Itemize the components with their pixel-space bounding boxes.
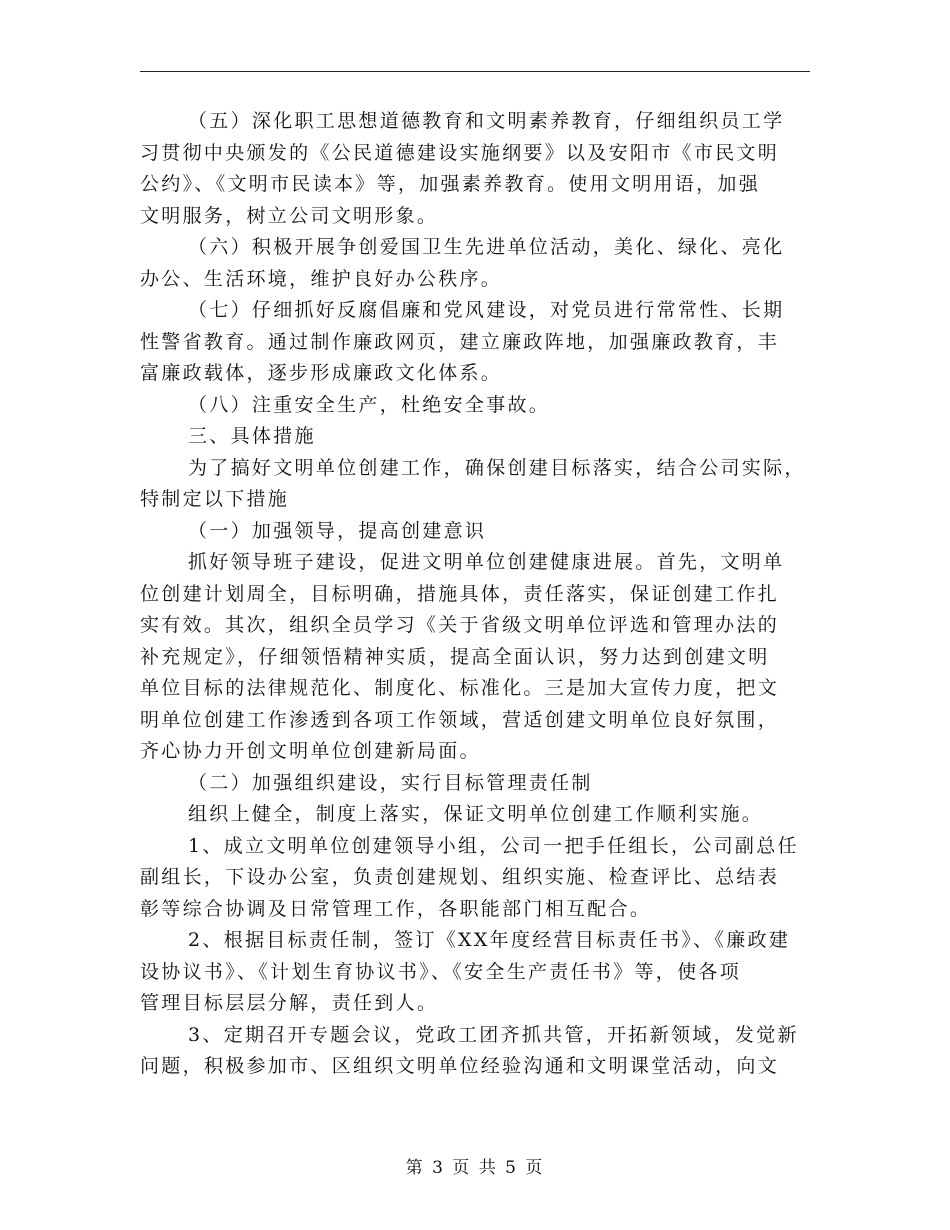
- body-line: 3、定期召开专题会议，党政工团齐抓共管，开拓新领域，发觉新: [188, 1023, 799, 1046]
- body-line: 副组长，下设办公室，负责创建规划、组织实施、检查评比、总结表: [140, 866, 780, 888]
- body-line: （六）积极开展争创爱国卫生先进单位活动，美化、绿化、亮化: [188, 236, 785, 258]
- subsection-heading: （二）加强组织建设，实行目标管理责任制: [188, 771, 593, 794]
- body-line: 实有效。其次，组织全员学习《关于省级文明单位评选和管理办法的: [140, 614, 780, 636]
- body-line: 抓好领导班子建设，促进文明单位创建健康进展。首先，文明单: [188, 551, 785, 573]
- body-line: 公约》、《文明市民读本》等，加强素养教育。使用文明用语，加强: [140, 173, 761, 195]
- body-line: 1、成立文明单位创建领导小组，公司一把手任组长，公司副总任: [188, 834, 799, 857]
- body-line: 2、根据目标责任制，签订《XX年度经营目标责任书》、《廉政建: [188, 929, 791, 951]
- body-line: 补充规定》，仔细领悟精神实质，提高全面认识，努力达到创建文明: [140, 645, 770, 668]
- subsection-heading: （一）加强领导，提高创建意识: [188, 519, 487, 542]
- body-line: 位创建计划周全，目标明确，措施具体，责任落实，保证创建工作扎: [140, 582, 780, 605]
- body-line: 设协议书》、《计划生育协议书》、《安全生产责任书》等，使各项: [140, 960, 742, 983]
- body-line: 问题，积极参加市、区组织文明单位经验沟通和文明课堂活动，向文: [140, 1055, 780, 1077]
- body-line: 特制定以下措施: [140, 488, 290, 510]
- body-line: （七）仔细抓好反腐倡廉和党风建设，对党员进行常常性、长期: [188, 299, 785, 321]
- body-line: 组织上健全，制度上落实，保证文明单位创建工作顺利实施。: [188, 803, 764, 825]
- page-number-footer: 第 3 页 共 5 页: [405, 1158, 545, 1178]
- body-line: （五）深化职工思想道德教育和文明素养教育，仔细组织员工学: [188, 110, 785, 132]
- body-line: 为了搞好文明单位创建工作，确保创建目标落实，结合公司实际，: [188, 456, 806, 479]
- body-line: 单位目标的法律规范化、制度化、标准化。三是加大宣传力度，把文: [140, 677, 780, 699]
- body-line: 文明服务，树立公司文明形象。: [140, 204, 439, 227]
- body-line: 管理目标层层分解，责任到人。: [140, 992, 439, 1014]
- body-line: 性警省教育。通过制作廉政网页，建立廉政阵地，加强廉政教育，丰: [140, 330, 780, 353]
- document-body: [140, 106, 810, 1083]
- body-line: 彰等综合协调及日常管理工作，各职能部门相互配合。: [140, 897, 652, 920]
- body-line: 习贯彻中央颁发的《公民道德建设实施纲要》以及安阳市《市民文明: [140, 141, 780, 164]
- body-line: （八）注重安全生产，杜绝安全事故。: [188, 393, 551, 416]
- section-heading: 三、具体措施: [188, 425, 316, 447]
- body-line: 办公、生活环境，维护良好办公秩序。: [140, 267, 503, 290]
- body-line: 明单位创建工作渗透到各项工作领域，营适创建文明单位良好氛围，: [140, 708, 780, 731]
- header-rule: [140, 71, 810, 72]
- body-line: 齐心协力开创文明单位创建新局面。: [140, 740, 481, 762]
- body-line: 富廉政载体，逐步形成廉政文化体系。: [140, 362, 503, 384]
